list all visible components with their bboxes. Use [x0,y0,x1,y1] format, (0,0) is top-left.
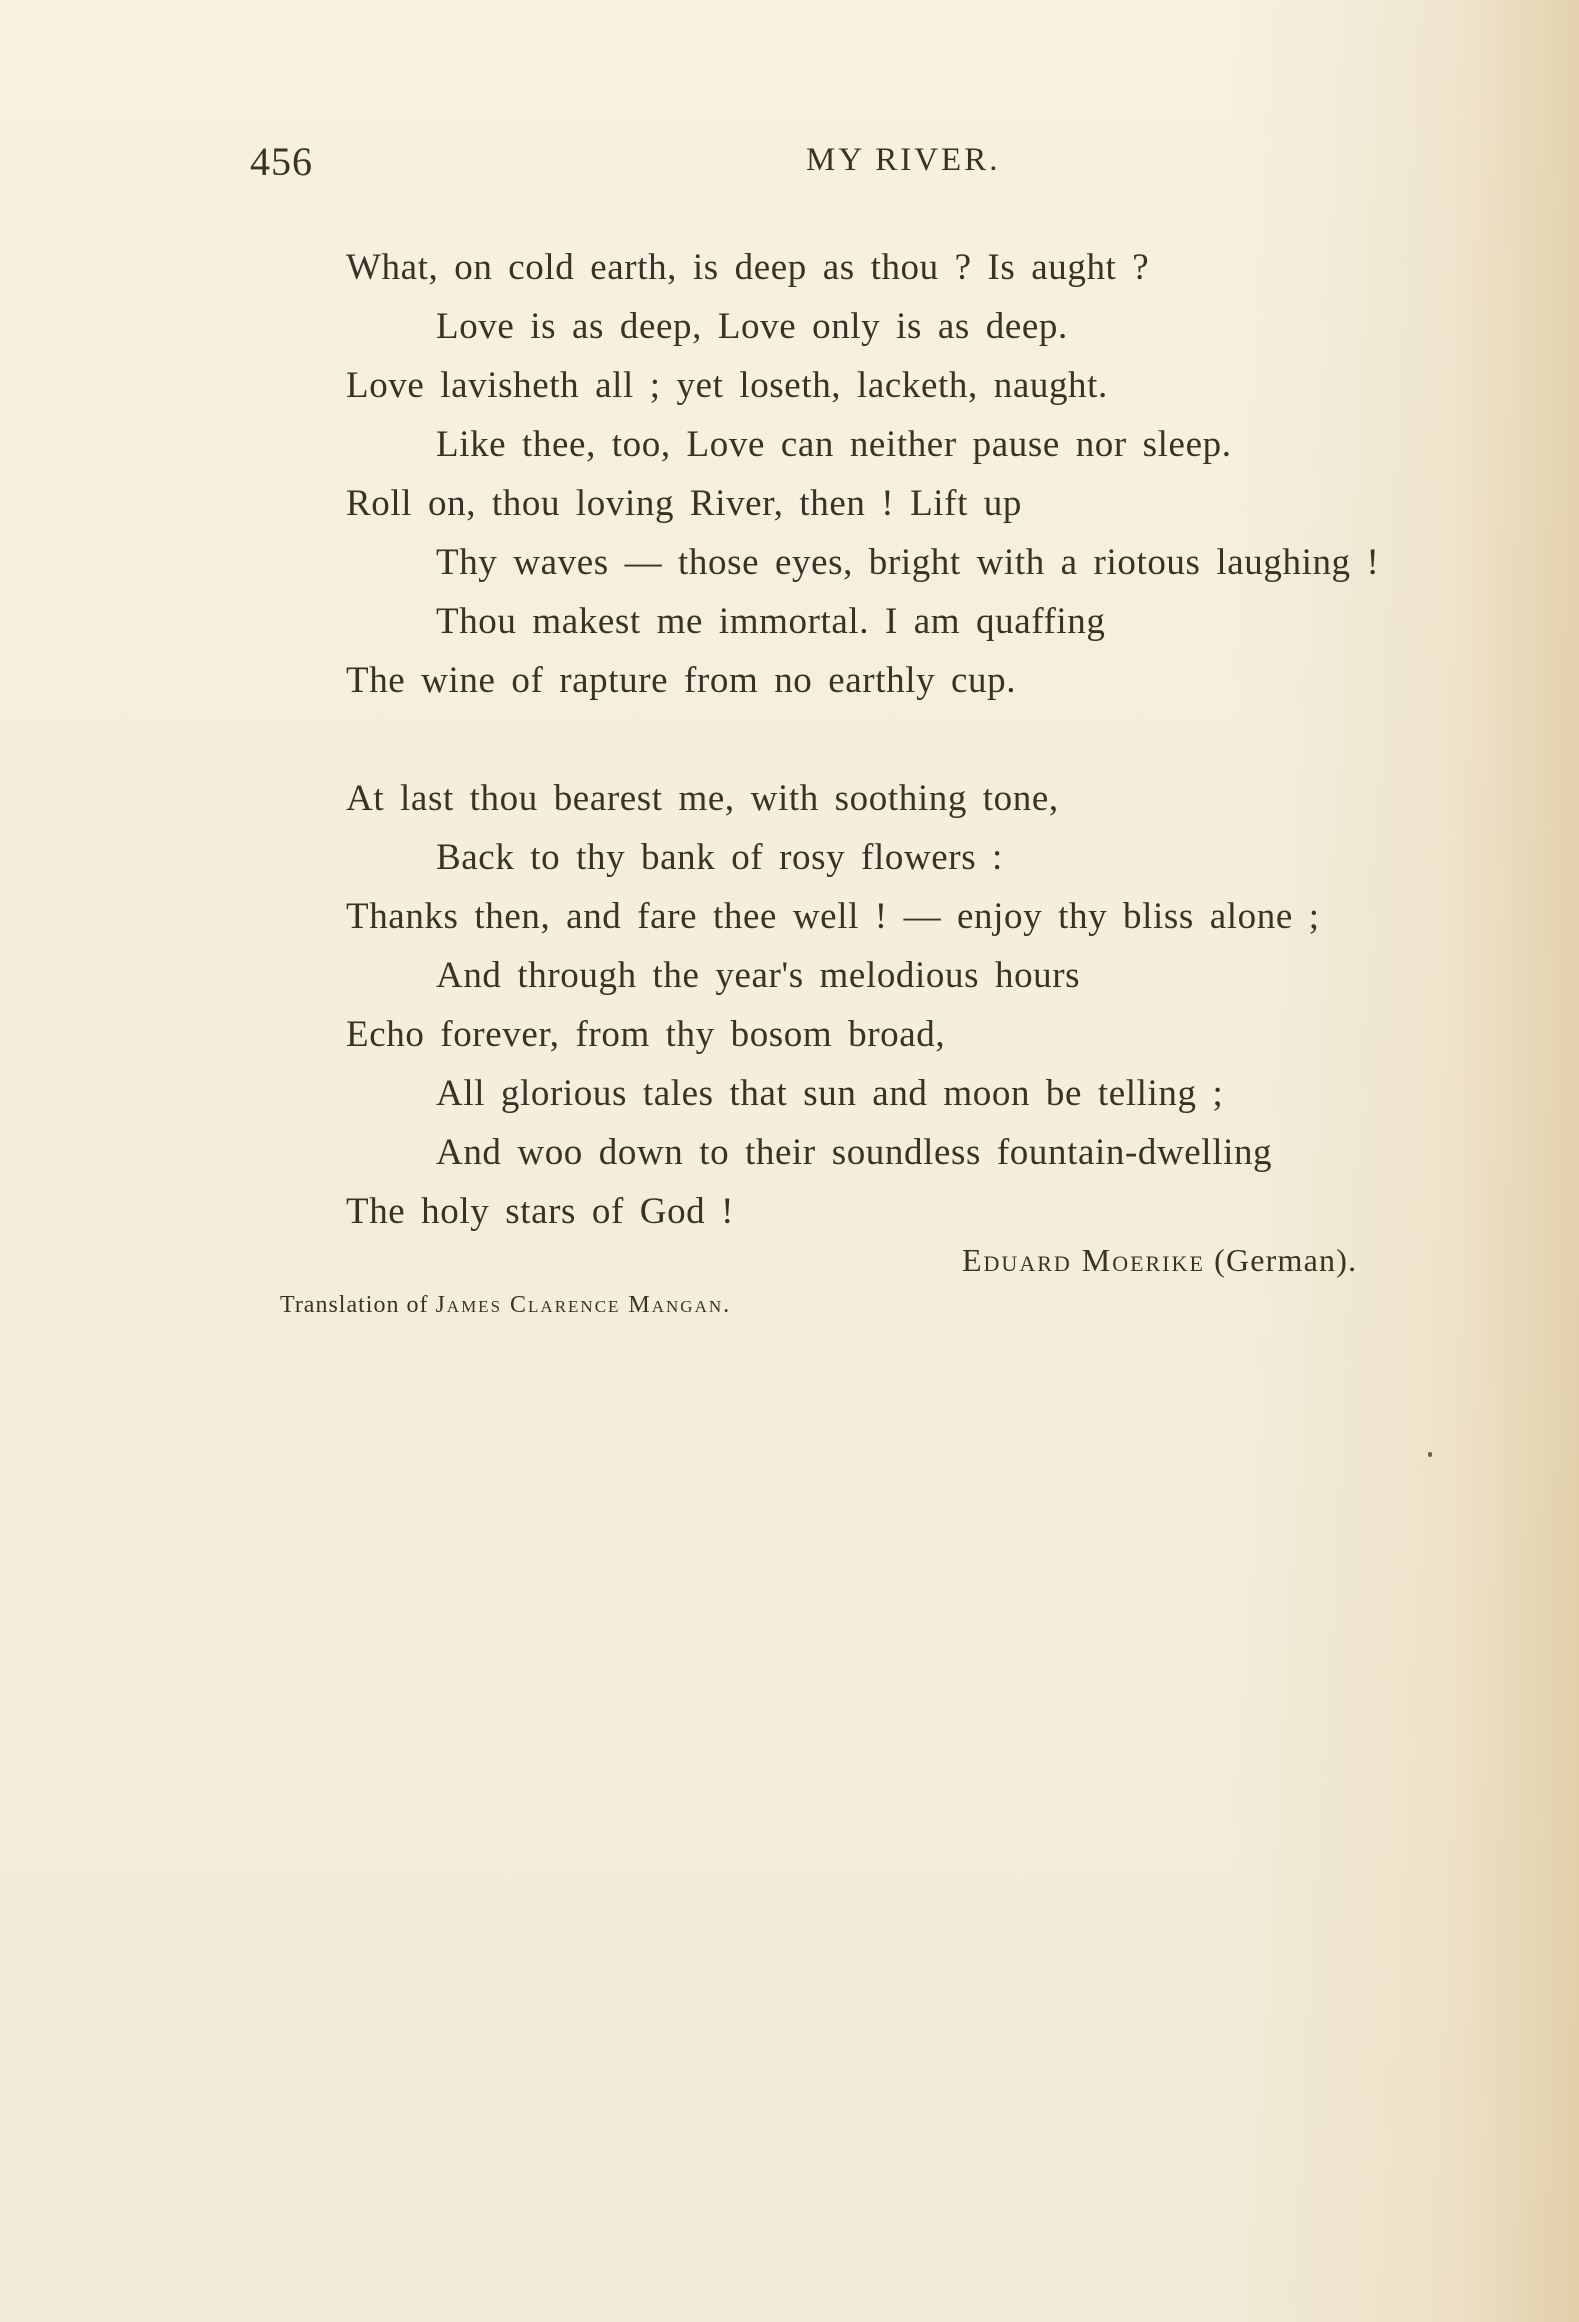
poem-line: And woo down to their soundless fountain-dwelling [436,1132,1273,1173]
poem-line: Thy waves — those eyes, bright with a riotous laughing ! [436,542,1380,583]
stanza-1 [0,238,1579,710]
translation-credit [280,1292,731,1319]
author-language-note: (German). [1214,1242,1358,1278]
poem-line: All glorious tales that sun and moon be telling ; [436,1073,1224,1114]
poem-attribution [962,1242,1357,1279]
poem-line: Back to thy bank of rosy flowers : [436,837,1003,878]
poem-line: Thanks then, and fare thee well ! — enjoy thy bliss alone ; [346,896,1320,937]
poem-line: What, on cold earth, is deep as thou ? Is aught ? [346,247,1150,288]
running-title: MY RIVER. [806,142,1001,178]
page-number: 456 [250,139,313,184]
poem-line: At last thou bearest me, with soothing tone, [346,778,1059,819]
poem-line: The holy stars of God ! [346,1191,735,1232]
poem-line: Thou makest me immortal. I am quaffing [436,601,1106,642]
ink-speck-decoration [1428,1452,1432,1457]
poem-line: The wine of rapture from no earthly cup. [346,660,1017,701]
poem-line: Roll on, thou loving River, then ! Lift up [346,483,1023,524]
poem [0,238,1579,1241]
poem-line: And through the year's melodious hours [436,955,1081,996]
translation-prefix: Translation of [280,1292,429,1318]
stanza-2 [0,769,1579,1241]
author-name: Eduard Moerike [962,1242,1205,1278]
poem-line: Like thee, too, Love can neither pause nor sleep. [436,424,1232,465]
poem-line: Love is as deep, Love only is as deep. [436,306,1068,347]
translator-name: James Clarence Mangan. [435,1292,732,1318]
poem-line: Echo forever, from thy bosom broad, [346,1014,946,1055]
page-header [0,138,1579,186]
poem-line: Love lavisheth all ; yet loseth, lacketh, naught. [346,365,1108,406]
